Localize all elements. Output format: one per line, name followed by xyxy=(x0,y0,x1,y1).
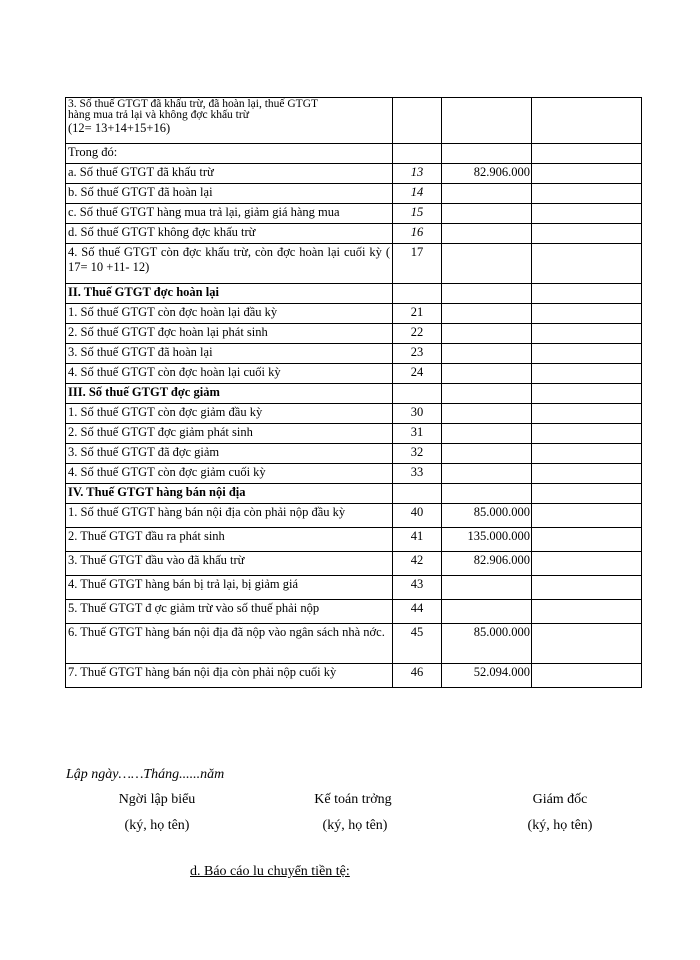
row-value xyxy=(442,444,532,464)
table-row xyxy=(66,528,642,552)
row-extra xyxy=(532,552,642,576)
row-extra xyxy=(532,224,642,244)
row-code: 32 xyxy=(393,444,442,464)
row-label: c. Số thuế GTGT hàng mua trả lại, giảm giá hàng mua xyxy=(66,204,393,224)
table-row xyxy=(66,184,642,204)
row-value: 82.906.000 xyxy=(442,552,532,576)
row-label: 3. Số thuế GTGT đã hoàn lại xyxy=(66,344,393,364)
row-extra xyxy=(532,424,642,444)
row-extra xyxy=(532,284,642,304)
row-label: IV. Thuế GTGT hàng bán nội địa xyxy=(66,484,393,504)
row-value xyxy=(442,98,532,144)
row-code: 22 xyxy=(393,324,442,344)
row-extra xyxy=(532,384,642,404)
row-value xyxy=(442,600,532,624)
row-value: 135.000.000 xyxy=(442,528,532,552)
row-extra xyxy=(532,464,642,484)
row-label: a. Số thuế GTGT đã khấu trừ xyxy=(66,164,393,184)
row-extra xyxy=(532,184,642,204)
row-code: 46 xyxy=(393,664,442,688)
section-row xyxy=(66,284,642,304)
row-label: 2. Số thuế GTGT đợc giảm phát sinh xyxy=(66,424,393,444)
row-extra xyxy=(532,344,642,364)
row-value xyxy=(442,484,532,504)
row-value xyxy=(442,184,532,204)
row-extra xyxy=(532,528,642,552)
row-label: 2. Thuế GTGT đầu ra phát sinh xyxy=(66,528,393,552)
row-extra xyxy=(532,304,642,324)
row-value xyxy=(442,244,532,284)
signer-accountant-note: (ký, họ tên) xyxy=(322,818,388,833)
row-label: 6. Thuế GTGT hàng bán nội địa đã nộp vào ngân sách nhà nớc. xyxy=(66,624,393,664)
table-row xyxy=(66,504,642,528)
row-label: 3. Số thuế GTGT đã đợc giảm xyxy=(66,444,393,464)
row-extra xyxy=(532,504,642,528)
row-extra xyxy=(532,664,642,688)
table-row xyxy=(66,304,642,324)
signer-director-title: Giám đốc xyxy=(532,792,588,807)
row-label: 4. Số thuế GTGT còn đợc khấu trừ, còn đợc hoàn lại cuối kỳ ( 17= 10 +11- 12) xyxy=(66,244,393,284)
row-code: 44 xyxy=(393,600,442,624)
row-extra xyxy=(532,600,642,624)
row-label: II. Thuế GTGT đợc hoàn lại xyxy=(66,284,393,304)
table-row xyxy=(66,624,642,664)
row-code xyxy=(393,384,442,404)
row-extra xyxy=(532,144,642,164)
row-label: 5. Thuế GTGT đ ợc giảm trừ vào số thuế phải nộp xyxy=(66,600,393,624)
row-label-line: 3. Số thuế GTGT đã khấu trừ, đã hoàn lại, thuế GTGT xyxy=(68,98,319,110)
table-row xyxy=(66,576,642,600)
row-code: 23 xyxy=(393,344,442,364)
table-row xyxy=(66,552,642,576)
row-label: d. Số thuế GTGT không đợc khấu trừ xyxy=(66,224,393,244)
section-row xyxy=(66,484,642,504)
row-value xyxy=(442,324,532,344)
row-value xyxy=(442,404,532,424)
row-label: 2. Số thuế GTGT đợc hoàn lại phát sinh xyxy=(66,324,393,344)
table-row xyxy=(66,664,642,688)
row-label: 7. Thuế GTGT hàng bán nội địa còn phải nộp cuối kỳ xyxy=(66,664,393,688)
row-code xyxy=(393,98,442,144)
table-row xyxy=(66,164,642,184)
table-row xyxy=(66,204,642,224)
row-value xyxy=(442,204,532,224)
row-code: 45 xyxy=(393,624,442,664)
section-row xyxy=(66,384,642,404)
row-code: 42 xyxy=(393,552,442,576)
row-value xyxy=(442,344,532,364)
row-extra xyxy=(532,404,642,424)
row-extra xyxy=(532,364,642,384)
row-code: 30 xyxy=(393,404,442,424)
row-code xyxy=(393,144,442,164)
table-row xyxy=(66,464,642,484)
row-label: 1. Số thuế GTGT hàng bán nội địa còn phải nộp đầu kỳ xyxy=(66,504,393,528)
row-label xyxy=(66,98,393,144)
table-row xyxy=(66,344,642,364)
row-code: 21 xyxy=(393,304,442,324)
row-value xyxy=(442,224,532,244)
row-code: 43 xyxy=(393,576,442,600)
row-value xyxy=(442,304,532,324)
table-row xyxy=(66,244,642,284)
row-extra xyxy=(532,324,642,344)
row-code: 13 xyxy=(393,164,442,184)
row-label: 4. Thuế GTGT hàng bán bị trả lại, bị giảm giá xyxy=(66,576,393,600)
table-row xyxy=(66,444,642,464)
row-value xyxy=(442,144,532,164)
date-line: Lập ngày……Tháng......năm xyxy=(66,767,225,782)
table-row xyxy=(66,144,642,164)
row-value: 82.906.000 xyxy=(442,164,532,184)
row-code xyxy=(393,484,442,504)
row-extra xyxy=(532,444,642,464)
vat-report-table xyxy=(65,97,642,688)
next-section-heading: d. Báo cáo lu chuyển tiền tệ: xyxy=(190,864,350,879)
row-value xyxy=(442,364,532,384)
table-row xyxy=(66,404,642,424)
row-label: 1. Số thuế GTGT còn đợc giảm đầu kỳ xyxy=(66,404,393,424)
table-row xyxy=(66,364,642,384)
signer-accountant-title: Kế toán trởng xyxy=(314,792,392,807)
signer-preparer-title: Ngời lập biểu xyxy=(118,792,196,807)
row-code: 14 xyxy=(393,184,442,204)
row-extra xyxy=(532,484,642,504)
row-code: 15 xyxy=(393,204,442,224)
row-code: 41 xyxy=(393,528,442,552)
row-code: 40 xyxy=(393,504,442,528)
table-row xyxy=(66,224,642,244)
row-label: 1. Số thuế GTGT còn đợc hoàn lại đầu kỳ xyxy=(66,304,393,324)
row-value xyxy=(442,424,532,444)
row-label: 3. Thuế GTGT đầu vào đã khấu trừ xyxy=(66,552,393,576)
row-extra xyxy=(532,624,642,664)
row-label: 4. Số thuế GTGT còn đợc giảm cuối kỳ xyxy=(66,464,393,484)
row-code: 16 xyxy=(393,224,442,244)
row-value: 85.000.000 xyxy=(442,624,532,664)
row-value xyxy=(442,284,532,304)
table-row xyxy=(66,324,642,344)
row-extra xyxy=(532,98,642,144)
row-code: 31 xyxy=(393,424,442,444)
table-row xyxy=(66,600,642,624)
row-value: 52.094.000 xyxy=(442,664,532,688)
row-value xyxy=(442,384,532,404)
row-value: 85.000.000 xyxy=(442,504,532,528)
row-extra xyxy=(532,576,642,600)
row-value xyxy=(442,464,532,484)
table-row xyxy=(66,424,642,444)
row-code: 17 xyxy=(393,244,442,284)
table-row xyxy=(66,98,642,144)
signer-director-note: (ký, họ tên) xyxy=(527,818,593,833)
row-extra xyxy=(532,164,642,184)
row-label: 4. Số thuế GTGT còn đợc hoàn lại cuối kỳ xyxy=(66,364,393,384)
row-extra xyxy=(532,244,642,284)
row-label: Trong đó: xyxy=(66,144,393,164)
row-label: b. Số thuế GTGT đã hoàn lại xyxy=(66,184,393,204)
row-label-line: hàng mua trả lại và không đợc khấu trừ xyxy=(68,109,249,121)
row-extra xyxy=(532,204,642,224)
signer-preparer-note: (ký, họ tên) xyxy=(124,818,190,833)
row-code: 33 xyxy=(393,464,442,484)
row-value xyxy=(442,576,532,600)
row-label: III. Số thuế GTGT đợc giảm xyxy=(66,384,393,404)
row-label-line: (12= 13+14+15+16) xyxy=(68,121,171,135)
row-code xyxy=(393,284,442,304)
row-code: 24 xyxy=(393,364,442,384)
